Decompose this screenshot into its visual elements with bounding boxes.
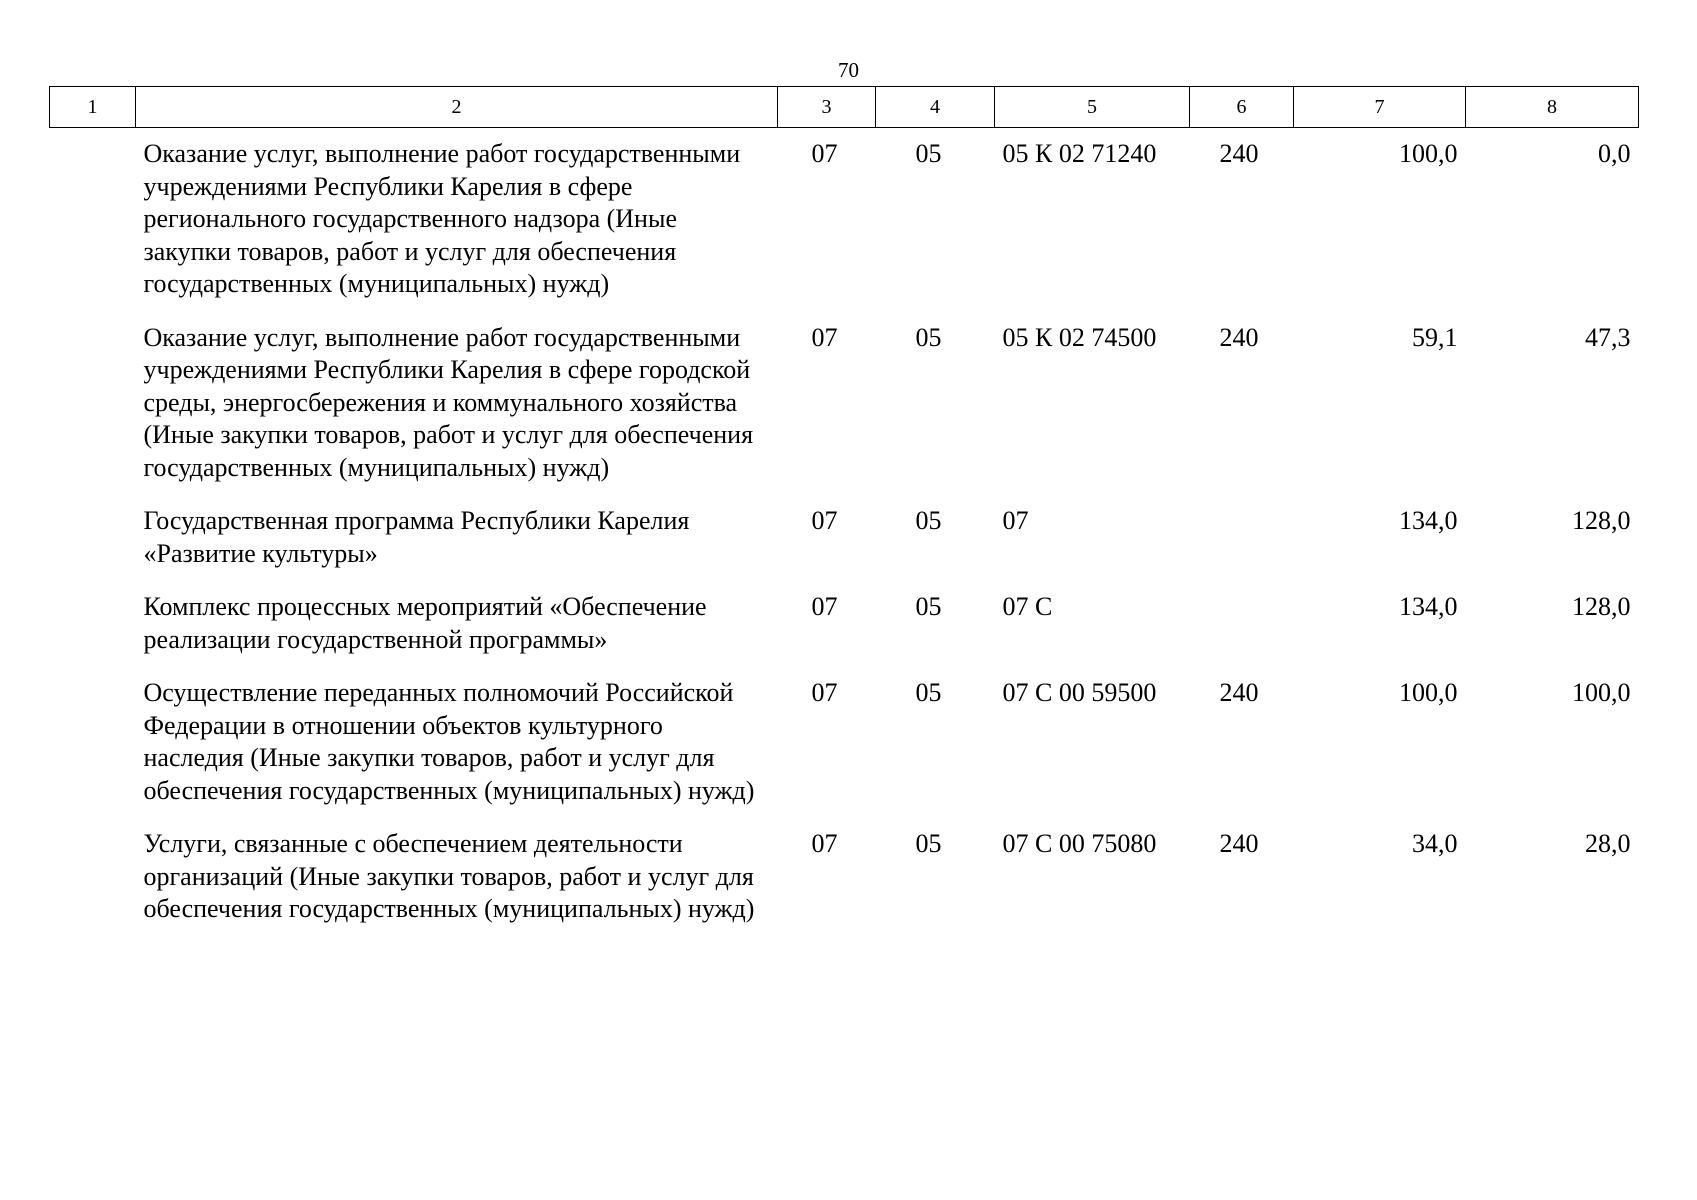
budget-table (49, 86, 1639, 935)
row-target-code: 07 С 00 59500 (1002, 678, 1157, 707)
row-subsection-code: 05 (915, 829, 942, 858)
row-amount-col8: 100,0 (1572, 678, 1631, 707)
header-col-2: 2 (136, 87, 778, 128)
row-amount-col7: 100,0 (1399, 139, 1458, 168)
row-amount-col8: 28,0 (1585, 829, 1631, 858)
table-header (50, 87, 1639, 128)
header-col-3: 3 (778, 87, 876, 128)
row-number-cell (50, 493, 136, 579)
page-number: 70 (838, 58, 859, 82)
table-row (50, 493, 1639, 579)
row-subsection-code: 05 (915, 322, 942, 352)
row-amount-col8: 128,0 (1572, 592, 1631, 621)
row-expense-type: 240 (1219, 678, 1259, 707)
row-amount-col7: 134,0 (1399, 592, 1458, 621)
row-number-cell (50, 665, 136, 816)
row-amount-col8: 0,0 (1598, 139, 1631, 168)
row-subsection-code: 05 (915, 139, 942, 168)
row-target-code: 07 С (1002, 592, 1053, 621)
row-expense-type: 240 (1219, 322, 1259, 352)
row-target-code: 05 К 02 74500 (1002, 322, 1157, 352)
row-section-code: 07 (811, 678, 838, 707)
row-expense-type: 240 (1219, 139, 1259, 168)
row-amount-col8: 128,0 (1572, 506, 1631, 535)
row-amount-col7: 34,0 (1412, 829, 1458, 858)
row-name: Осуществление переданных полномочий Российской Федерации в отношении объектов культурного наследия (Иные закупки товаров, работ и услуг для обеспечения государственных (муниципальных) нужд) (143, 678, 755, 805)
row-expense-type: 240 (1219, 829, 1259, 858)
table-body (50, 128, 1639, 935)
row-section-code: 07 (811, 829, 838, 858)
row-expense-type (1190, 493, 1294, 579)
table-row (50, 579, 1639, 665)
header-col-1: 1 (50, 87, 136, 128)
header-col-8: 8 (1466, 87, 1639, 128)
header-col-7: 7 (1294, 87, 1466, 128)
table-row (50, 128, 1639, 310)
row-amount-col7: 59,1 (1412, 322, 1458, 352)
header-row (50, 87, 1639, 128)
row-amount-col7: 100,0 (1399, 678, 1458, 707)
row-name: Оказание услуг, выполнение работ государственными учреждениями Республики Карелия в сфере городской среды, энергосбережения и коммунального хозяйства (Иные закупки товаров, работ и услуг для обеспечения государственных (муниципальных) нужд) (143, 322, 754, 482)
header-col-6: 6 (1190, 87, 1294, 128)
row-subsection-code: 05 (915, 592, 942, 621)
row-subsection-code: 05 (915, 678, 942, 707)
table-row (50, 665, 1639, 816)
row-name: Государственная программа Республики Карелия «Развитие культуры» (143, 506, 690, 568)
row-name: Комплекс процессных мероприятий «Обеспечение реализации государственной программы» (143, 592, 707, 654)
row-section-code: 07 (811, 322, 838, 352)
row-section-code: 07 (811, 139, 838, 168)
row-number-cell (50, 310, 136, 494)
row-target-code: 07 (1002, 506, 1029, 535)
header-col-4: 4 (876, 87, 995, 128)
row-number-cell (50, 816, 136, 935)
row-number-cell (50, 128, 136, 310)
header-col-5: 5 (995, 87, 1190, 128)
row-target-code: 07 С 00 75080 (1002, 829, 1157, 858)
row-section-code: 07 (811, 506, 838, 535)
table-row (50, 310, 1639, 494)
row-subsection-code: 05 (915, 506, 942, 535)
row-section-code: 07 (811, 592, 838, 621)
table-row (50, 816, 1639, 935)
row-target-code: 05 К 02 71240 (1002, 139, 1157, 168)
row-name: Оказание услуг, выполнение работ государственными учреждениями Республики Карелия в сфере регионального государственного надзора (Иные закупки товаров, работ и услуг для обеспечения государственных (муниципальных) нужд) (143, 139, 741, 298)
row-amount-col7: 134,0 (1399, 506, 1458, 535)
row-expense-type (1190, 579, 1294, 665)
row-amount-col8: 47,3 (1585, 322, 1631, 352)
row-number-cell (50, 579, 136, 665)
row-name: Услуги, связанные с обеспечением деятельности организаций (Иные закупки товаров, работ и услуг для обеспечения государственных (муниципальных) нужд) (143, 829, 755, 923)
